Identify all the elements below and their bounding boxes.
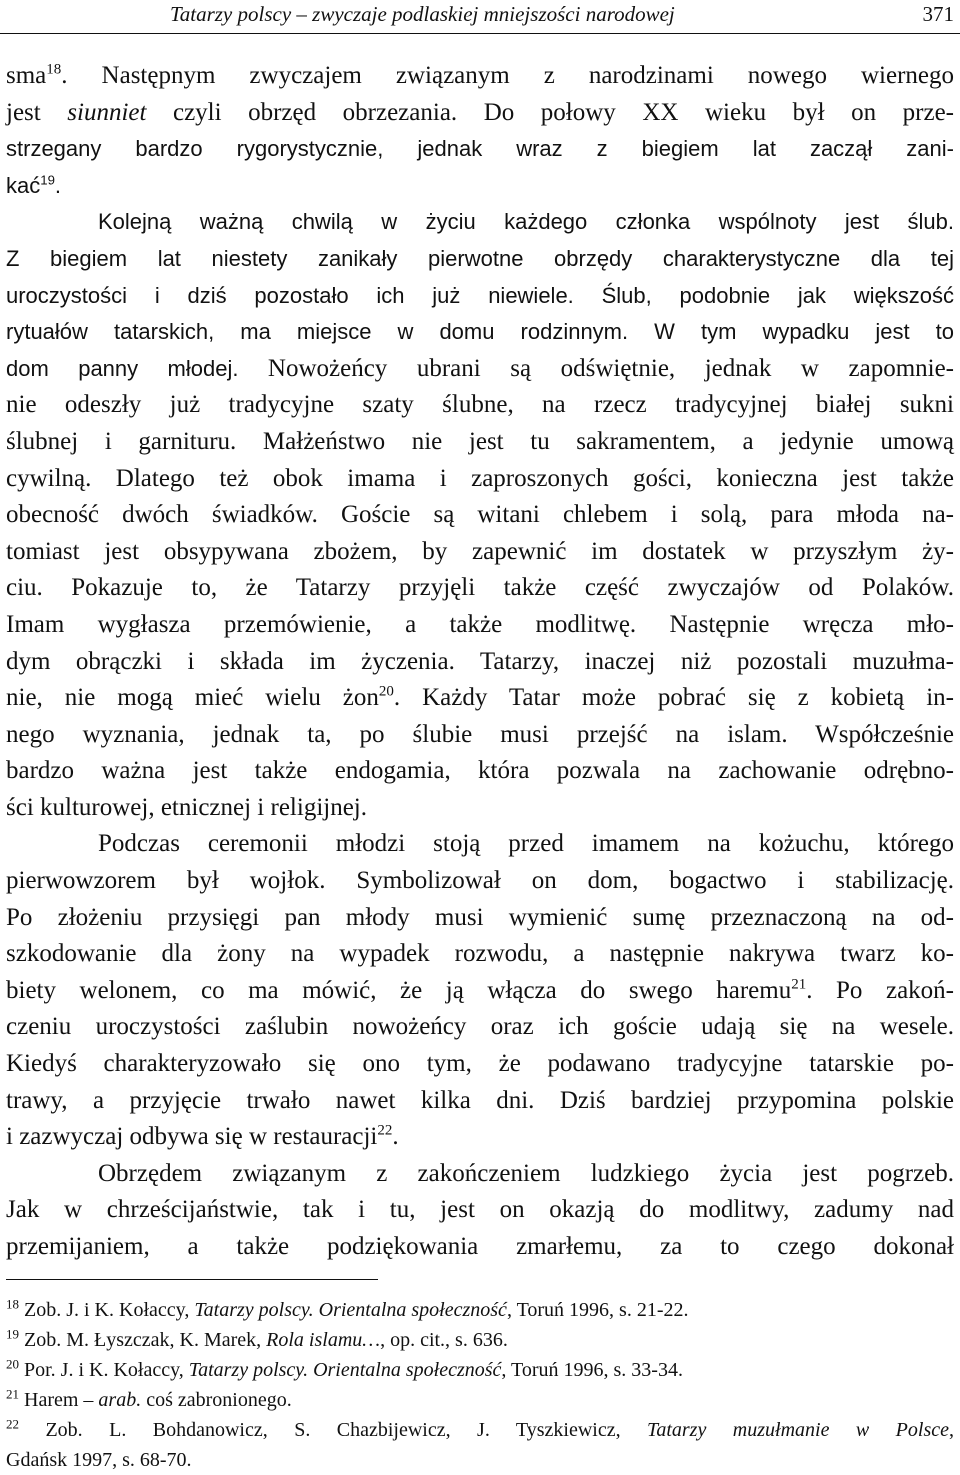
footnotes <box>6 1295 954 1475</box>
text-line: Jak w chrześcijaństwie, tak i tu, jest on okazją do modlitwy, zadumy nad <box>6 1196 954 1224</box>
text-line: Z biegiem lat niestety zanikały pierwotne obrzędy charakterystyczne dla tej <box>6 245 954 271</box>
text-line: cywilną. Dlatego też obok imama i zaproszonych gości, konieczna jest także <box>6 464 954 492</box>
text-line: uroczystości i dziś pozostało ich już niewiele. Ślub, podobnie jak większość <box>6 282 954 308</box>
footnote-21: $^{21}$ Harem – arab. coś zabronionego. <box>6 1386 292 1411</box>
text-line: nego wyznania, jednak ta, po ślubie musi przejść na islam. Współcześnie <box>6 720 954 748</box>
text-line: Po złożeniu przysięgi pan młody musi wymienić sumę przeznaczoną na od- <box>6 903 954 931</box>
running-header <box>0 0 960 34</box>
footnote-ref[interactable]: 20 <box>378 683 394 700</box>
text-line: dym obrączki i składa im życzenia. Tatarzy, inaczej niż pozostali muzułma- <box>6 647 954 675</box>
text-line: Kiedyś charakteryzowało się ono tym, że podawano tradycyjne tatarskie po- <box>6 1050 954 1078</box>
text-line: Obrzędem związanym z zakończeniem ludzkiego życia jest pogrzeb. <box>98 1159 954 1187</box>
text-line: tomiast jest obsypywana zbożem, by zapewnić im dostatek w przyszłym ży- <box>6 537 954 565</box>
footnote-22: $^{22}$ Zob. L. Bohdanowicz, S. Chazbijewicz, J. Tyszkiewicz, Tatarzy muzułmanie w Polsce, <box>6 1416 954 1441</box>
page-number: 371 <box>922 2 954 26</box>
text-line: jest siunniet czyli obrzęd obrzezania. Do połowy XX wieku był on prze- <box>6 98 955 126</box>
footnote-ref[interactable]: 18 <box>46 61 62 78</box>
text-line: obecność dwóch świadków. Goście są witani chlebem i solą, para młoda na- <box>6 501 954 529</box>
text-line: kać$^{19}$. <box>6 172 62 198</box>
text-line: Podczas ceremonii młodzi stoją przed imamem na kożuchu, którego <box>98 830 954 858</box>
text-line: Kolejną ważną chwilą w życiu każdego członka wspólnoty jest ślub. <box>98 209 954 235</box>
footnote-separator <box>6 1279 378 1280</box>
footnote-19: $^{19}$ Zob. M. Łyszczak, K. Marek, Rola islamu…, op. cit., s. 636. <box>6 1326 508 1351</box>
footnote-ref[interactable]: 19 <box>40 172 55 188</box>
text-line: szkodowanie dla żony na wypadek rozwodu, a następnie nakrywa twarz ko- <box>6 940 954 968</box>
text-line: sma$^{18}$. Następnym zwyczajem związanym z narodzinami nowego wiernego <box>6 61 954 89</box>
footnote-20: $^{20}$ Por. J. i K. Kołaccy, Tatarzy polscy. Orientalna społeczność, Toruń 1996, s. 33-34. <box>6 1356 683 1381</box>
text-line: czeniu uroczystości zaślubin nowożeńcy oraz ich goście udają się na wesele. <box>6 1013 954 1041</box>
text-line: rytuałów tatarskich, ma miejsce w domu rodzinnym. W tym wypadku jest to <box>6 319 954 345</box>
text-line: strzegany bardzo rygorystycznie, jednak wraz z biegiem lat zaczął zani- <box>6 136 954 162</box>
footnote-18: $^{18}$ Zob. J. i K. Kołaccy, Tatarzy polscy. Orientalna społeczność, Toruń 1996, s. 21-22. <box>6 1296 689 1321</box>
text-line: Imam wygłasza przemówienie, a także modlitwę. Następnie wręcza mło- <box>6 610 954 638</box>
body-text <box>6 58 954 1266</box>
text-line: i zazwyczaj odbywa się w restauracji$^{22}$. <box>6 1122 399 1151</box>
text-line: nie odeszły już tradycyjne szaty ślubne, na rzecz tradycyjnej białej sukni <box>6 391 954 419</box>
text-line: nie, nie mogą mieć wielu żon$^{20}$. Każdy Tatar może pobrać się z kobietą in- <box>6 683 954 712</box>
footnote-ref[interactable]: 22 <box>377 1122 393 1139</box>
footnote-ref[interactable]: 21 <box>791 976 807 993</box>
header-rule <box>0 33 960 34</box>
text-line: pierwowzorem był wojłok. Symbolizował on dom, bogactwo i stabilizację. <box>6 867 954 895</box>
text-line: ślubnej i garnituru. Małżeństwo nie jest tu sakramentem, a jedynie umową <box>6 427 954 455</box>
text-line: bardzo ważna jest także endogamia, która pozwala na zachowanie odrębno- <box>6 757 954 785</box>
text-line: biety welonem, co ma mówić, że ją włącza do swego haremu$^{21}$. Po zakoń- <box>6 976 954 1004</box>
text-line: dom panny młodej. Nowożeńcy ubrani są odświętnie, jednak w zapomnie- <box>6 354 955 382</box>
header-title: Tatarzy polscy – zwyczaje podlaskiej mniejszości narodowej <box>170 2 675 26</box>
text-line: ści kulturowej, etnicznej i religijnej. <box>6 793 367 821</box>
text-line: ciu. Pokazuje to, że Tatarzy przyjęli także część zwyczajów od Polaków. <box>6 574 954 602</box>
text-line: przemijaniem, a także podziękowania zmarłemu, za to czego dokonał <box>6 1233 954 1260</box>
text-line: trawy, a przyjęcie trwało nawet kilka dni. Dziś bardziej przypomina polskie <box>6 1086 954 1114</box>
footnote-22-continued: Gdańsk 1997, s. 68-70. <box>6 1449 192 1471</box>
